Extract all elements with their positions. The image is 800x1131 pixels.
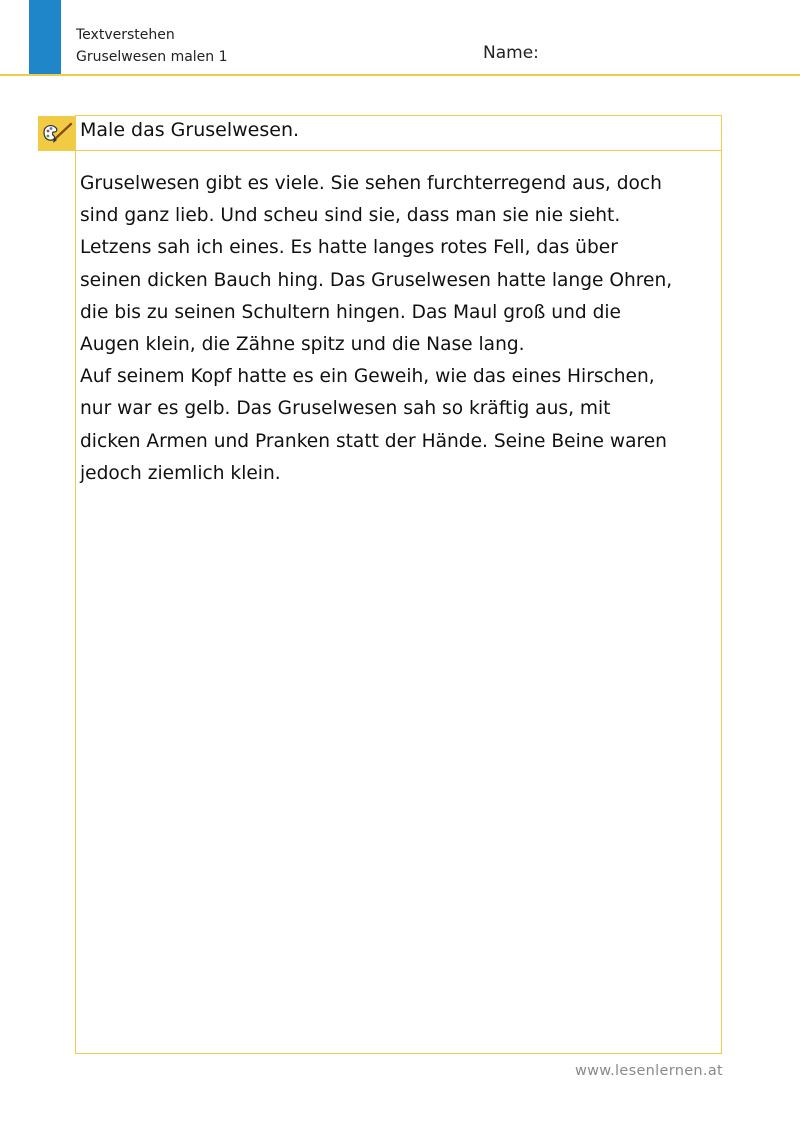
story-line: sind ganz lieb. Und scheu sind sie, dass man sie nie sieht.	[80, 205, 621, 227]
story-line: Auf seinem Kopf hatte es ein Geweih, wie das eines Hirschen,	[80, 366, 655, 388]
story-line: jedoch ziemlich klein.	[80, 462, 281, 484]
task-instruction: Male das Gruselwesen.	[80, 119, 300, 141]
name-field-label: Name:	[483, 43, 539, 63]
story-line: seinen dicken Bauch hing. Das Gruselwesen hatte lange Ohren,	[80, 269, 673, 291]
header-divider	[0, 74, 800, 76]
worksheet-title: Gruselwesen malen 1	[76, 49, 228, 65]
story-line: Gruselwesen gibt es viele. Sie sehen furchterregend aus, doch	[80, 173, 662, 194]
story-line: dicken Armen und Pranken statt der Hände. Seine Beine waren	[80, 430, 667, 452]
footer-website: www.lesenlernen.at	[574, 1063, 723, 1079]
story-text	[80, 168, 720, 490]
header-color-bar	[29, 0, 61, 75]
story-line: nur war es gelb. Das Gruselwesen sah so kräftig aus, mit	[80, 398, 611, 420]
story-line: Letzens sah ich eines. Es hatte langes rotes Fell, das über	[80, 237, 618, 259]
story-line: die bis zu seinen Schultern hingen. Das Maul groß und die	[80, 301, 621, 323]
story-line: Augen klein, die Zähne spitz und die Nase lang.	[80, 334, 525, 356]
paint-brush-palette-icon	[38, 116, 76, 151]
worksheet-subject: Textverstehen	[76, 27, 175, 43]
task-header-row	[76, 116, 721, 151]
task-box	[75, 115, 722, 1054]
